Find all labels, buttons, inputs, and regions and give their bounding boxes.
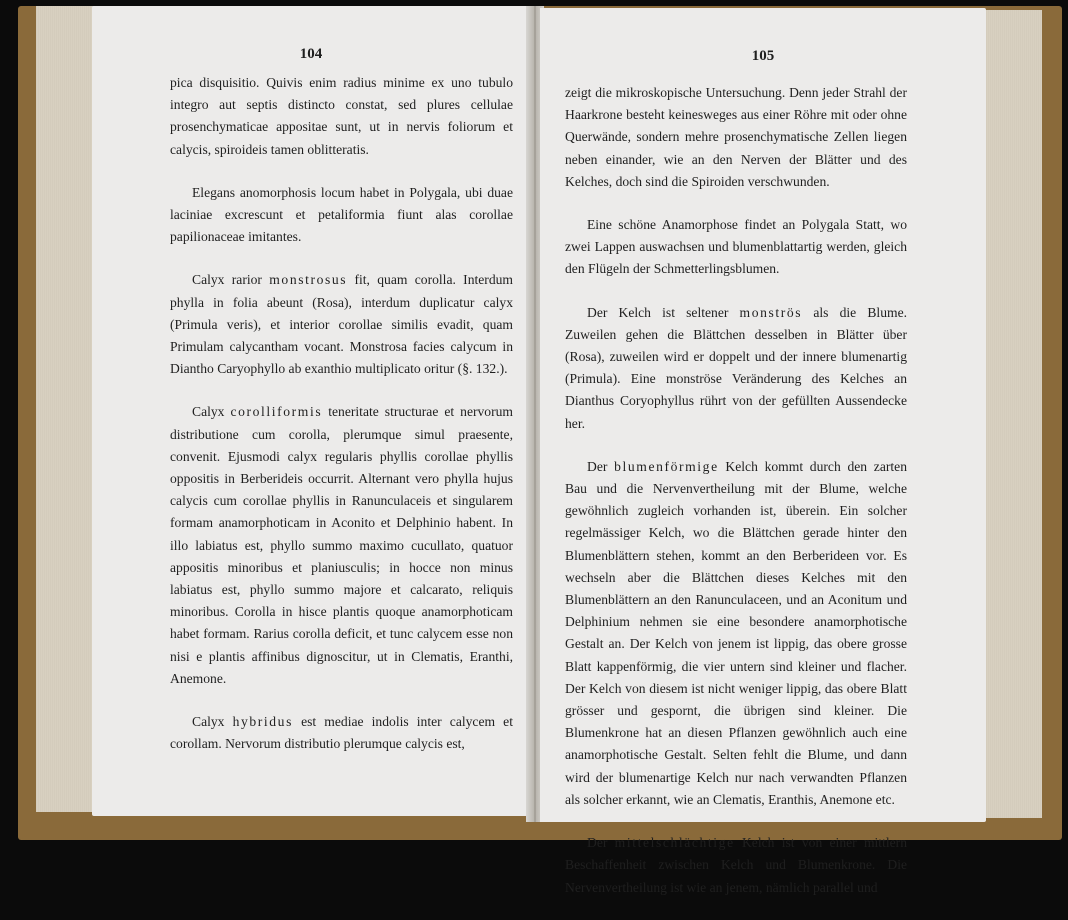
- page-number: 105: [751, 48, 775, 64]
- spaced-term: monstrosus: [269, 272, 348, 288]
- page-text: [170, 72, 513, 776]
- paragraph: [565, 214, 907, 281]
- page-edges-left: [36, 6, 94, 812]
- paragraph: [565, 302, 907, 435]
- right-page: [540, 8, 986, 895]
- paragraph-lead: Calyx: [192, 714, 233, 730]
- paragraph: [565, 832, 907, 899]
- paragraph: [170, 269, 513, 380]
- spaced-term: corolliformis: [230, 404, 323, 420]
- spaced-term: blumenförmige: [614, 458, 719, 474]
- paragraph-text: Kelch ist von einer mittlern Beschaffenheit zwischen Kelch und Blumenkrone. Die Nervenvertheilung ist wie an jenem, nämlich parallel und: [565, 835, 907, 895]
- paragraph: [170, 401, 513, 690]
- paragraph: [170, 711, 513, 755]
- paragraph-text: Kelch kommt durch den zarten Bau und die Nervenvertheilung mit der Blume, welche gewöhnlich zugleich vorhanden ist, überein. Ein solcher regelmässiger Kelch, wo die Blättchen gerade hinter den Blumenblättern stehen, kommt an den Berberideen vor. Es wechseln aber die Blättchen dieses Kelches mit den Blumenblättern an den Ranunculaceen, und an Aconitum und Delphinium nehmen sie eine besondere anamorphotische Gestalt an. Der Kelch von jenem ist lippig, das obere grosse Blatt kappenförmig, die vier untern sind kleiner und flacher. Der Kelch von diesem ist nicht weniger lippig, das obere Blatt grösser und gespornt, die übrigen sind kleiner. Die Blumenkrone hat an diesen Pflanzen gewöhnlich auch eine anamorphotische Gestalt. Selten fehlt die Blume, und dann wird der blumenartige Kelch nur nach verwandten Pflanzen als solcher erkannt, wie an Clematis, Eranthis, Anemone etc.: [565, 458, 907, 807]
- paragraph: [170, 72, 513, 161]
- paragraph-text: est mediae indolis inter calycem et corollam. Nervorum distributio plerumque calycis est,: [170, 714, 513, 752]
- page-number: 104: [299, 46, 323, 62]
- paragraph-lead: Calyx: [192, 404, 231, 420]
- paragraph-text: fit, quam corolla. Interdum phylla in folia abeunt (Rosa), interdum duplicatur calyx (Primula veris), et interior corollae similis evadit, quam Primulam calycantham vocant. Monstrosa facies calycum in Diantho Caryophyllo ab exanthio multiplicato oritur (§. 132.).: [170, 272, 513, 377]
- paragraph-text: Elegans anomorphosis locum habet in Polygala, ubi duae laciniae excrescunt et petaliformia fiunt alas corollae papilionaceae imitantes.: [170, 184, 513, 245]
- spaced-term: monströs: [739, 304, 803, 320]
- spaced-term: hybridus: [232, 714, 293, 730]
- spaced-term: mittelschlächtige: [614, 835, 735, 851]
- page-text: [565, 82, 907, 920]
- page-edges-right: [984, 10, 1042, 818]
- paragraph-lead: Calyx rarior: [192, 272, 270, 288]
- paragraph-text: zeigt die mikroskopische Untersuchung. Denn jeder Strahl der Haarkrone besteht keinesweges aus einer Röhre mit oder ohne Querwände, sondern mehre prosenchymatische Zellen liegen neben einander, wie an den Nerven der Blätter und des Kelches, doch sind die Spiroiden verschwunden.: [565, 85, 907, 189]
- paragraph-lead: Der: [587, 835, 615, 851]
- paragraph-text: teneritate structurae et nervorum distributione cum corolla, plerumque simul praesente, convenit. Ejusmodi calyx regularis phyllis corollae phyllis oppositis in Berberideis occurrit. Alternant vero phylla hujus calycis cum corollae phyllis in Ranunculaceis et singularem formam anamorphoticam in Aconito et Delphinio habent. In illo labiatus est, phyllo summo maximo cucullato, quatuor appositis minoribus et planiusculis; in hocce non minus labiatus est, phyllo summo majore et calcarato, reliquis minoribus. Corolla in hisce plantis quoque anamorphoticam habet formam. Rarius corolla deficit, et tunc calycem esse non nisi e plantis affinibus dignoscitur, ut in Clematis, Eranthi, Anemone.: [170, 404, 513, 686]
- paragraph-text: Eine schöne Anamorphose findet an Polygala Statt, wo zwei Lappen auswachsen und blumenblattartig werden, gleich den Flügeln der Schmetterlingsblumen.: [565, 217, 907, 277]
- paragraph-text: als die Blume. Zuweilen gehen die Blättchen desselben in Blätter über (Rosa), zuweilen wird er doppelt und der innere blumenartig (Primula). Eine monströse Veränderung des Kelches an Dianthus Coryophyllus rührt von der gefüllten Aussendecke her.: [565, 304, 907, 431]
- paragraph: [565, 82, 907, 193]
- paragraph-text: pica disquisitio. Quivis enim radius minime ex uno tubulo integro aut septis distincto constat, sed plures cellulae prosenchymaticae appositae sunt, ut in nervis foliorum et calycis, spiroideis tamen oblitteratis.: [170, 75, 513, 157]
- paragraph: [170, 182, 513, 249]
- left-page: [92, 6, 530, 816]
- paragraph: [565, 456, 907, 811]
- paragraph-lead: Der: [587, 458, 615, 474]
- paragraph-lead: Der Kelch ist seltener: [587, 304, 740, 320]
